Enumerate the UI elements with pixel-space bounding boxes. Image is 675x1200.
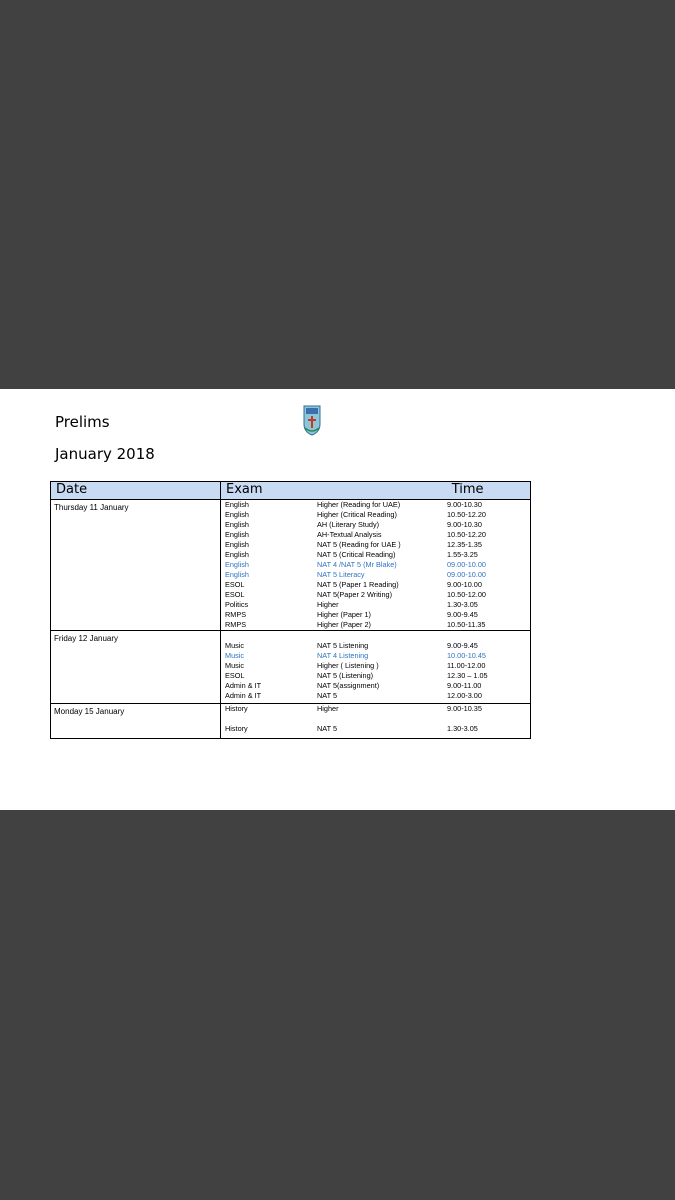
exam-subject: Music — [225, 641, 245, 650]
exam-subject: English — [225, 510, 249, 519]
exam-entry — [221, 724, 530, 734]
exam-entry — [221, 520, 530, 530]
exam-subject: English — [225, 530, 249, 539]
exam-level: NAT 5 — [317, 691, 338, 700]
table-row — [51, 500, 531, 631]
exam-subject: ESOL — [225, 580, 245, 589]
exam-entry — [221, 620, 530, 630]
exam-time: 9.00-10.35 — [447, 704, 482, 713]
exam-subject: RMPS — [225, 610, 247, 619]
exam-time: 9.00-10.00 — [447, 580, 482, 589]
exam-entry — [221, 610, 530, 620]
exam-subject: History — [225, 704, 248, 713]
exam-entry — [221, 580, 530, 590]
exam-entry — [221, 681, 530, 691]
exam-subject: English — [225, 550, 249, 559]
exam-level: NAT 4 Listening — [317, 651, 369, 660]
exam-time: 9.00-10.30 — [447, 520, 482, 529]
exam-subject: English — [225, 500, 249, 509]
exam-level: NAT 5 (Listening) — [317, 671, 374, 680]
exam-subject: Admin & IT — [225, 681, 262, 690]
exam-entry — [221, 671, 530, 681]
exam-time: 10.50-12.20 — [447, 510, 486, 519]
exam-time: 9.00-11.00 — [447, 681, 482, 690]
exam-entry — [221, 651, 530, 661]
exam-level: Higher — [317, 704, 339, 713]
exam-level: Higher ( Listening ) — [317, 661, 379, 670]
exam-level: Higher (Reading for UAE) — [317, 500, 401, 509]
exam-entry — [221, 590, 530, 600]
exam-subject: English — [225, 570, 249, 579]
exam-entry — [221, 560, 530, 570]
exam-time: 9.00-9.45 — [447, 610, 478, 619]
exam-entry — [221, 530, 530, 540]
exam-time: 9.00-9.45 — [447, 641, 478, 650]
exam-cell — [221, 704, 531, 739]
exam-timetable — [50, 481, 531, 739]
exam-level: NAT 5 Listening — [317, 641, 369, 650]
table-row — [51, 704, 531, 739]
exam-level: Higher (Paper 1) — [317, 610, 371, 619]
exam-time: 9.00-10.30 — [447, 500, 482, 509]
exam-level: Higher — [317, 600, 339, 609]
exam-time: 10.50-11.35 — [447, 620, 486, 629]
exam-level: NAT 5 (Paper 1 Reading) — [317, 580, 399, 589]
exam-entry — [221, 500, 530, 510]
date-cell: Friday 12 January — [51, 631, 221, 704]
exam-subject: Admin & IT — [225, 691, 262, 700]
exam-time: 1.55-3.25 — [447, 550, 478, 559]
date-cell: Thursday 11 January — [51, 500, 221, 631]
exam-level: NAT 5 (Critical Reading) — [317, 550, 396, 559]
exam-time: 10.50-12.00 — [447, 590, 486, 599]
exam-subject: RMPS — [225, 620, 247, 629]
exam-level: Higher (Paper 2) — [317, 620, 371, 629]
exam-time: 12.00-3.00 — [447, 691, 482, 700]
exam-time: 10.50-12.20 — [447, 530, 486, 539]
table-row — [51, 631, 531, 704]
exam-level: NAT 4 /NAT 5 (Mr Blake) — [317, 560, 397, 569]
exam-entry — [221, 661, 530, 671]
exam-time: 12.30 – 1.05 — [447, 671, 488, 680]
exam-time: 12.35-1.35 — [447, 540, 482, 549]
page-title: Prelims — [55, 413, 110, 431]
document-page — [0, 389, 675, 810]
exam-subject: Music — [225, 661, 245, 670]
exam-cell — [221, 631, 531, 704]
school-crest-icon — [302, 404, 322, 436]
header-exam-label: Exam — [226, 482, 263, 497]
exam-time: 10.00-10.45 — [447, 651, 486, 660]
exam-time: 09.00-10.00 — [447, 570, 486, 579]
header-date: Date — [51, 482, 221, 500]
row-spacer — [221, 714, 530, 724]
exam-level: NAT 5 Literacy — [317, 570, 365, 579]
exam-level: NAT 5(Paper 2 Writing) — [317, 590, 393, 599]
exam-time: 09.00-10.00 — [447, 560, 486, 569]
exam-entry — [221, 600, 530, 610]
exam-subject: ESOL — [225, 671, 245, 680]
table-header-row — [51, 482, 531, 500]
exam-entry — [221, 570, 530, 580]
exam-cell — [221, 500, 531, 631]
exam-level: NAT 5(assignment) — [317, 681, 380, 690]
exam-entry — [221, 540, 530, 550]
header-exam — [221, 482, 531, 500]
exam-level: AH (Literary Study) — [317, 520, 380, 529]
exam-subject: History — [225, 724, 248, 733]
exam-subject: Music — [225, 651, 245, 660]
exam-time: 1.30-3.05 — [447, 600, 478, 609]
exam-subject: English — [225, 560, 249, 569]
exam-subject: English — [225, 520, 249, 529]
exam-time: 11.00-12.00 — [447, 661, 486, 670]
exam-entry — [221, 550, 530, 560]
exam-entry — [221, 510, 530, 520]
exam-entry — [221, 641, 530, 651]
exam-entry — [221, 691, 530, 701]
date-cell: Monday 15 January — [51, 704, 221, 739]
exam-level: NAT 5 (Reading for UAE ) — [317, 540, 401, 549]
header-time: Time — [451, 482, 484, 497]
page-subtitle: January 2018 — [55, 445, 155, 463]
exam-subject: ESOL — [225, 590, 245, 599]
exam-level: AH-Textual Analysis — [317, 530, 382, 539]
exam-subject: Politics — [225, 600, 249, 609]
exam-subject: English — [225, 540, 249, 549]
exam-level: Higher (Critical Reading) — [317, 510, 397, 519]
exam-level: NAT 5 — [317, 724, 338, 733]
exam-time: 1.30-3.05 — [447, 724, 478, 733]
exam-entry — [221, 704, 530, 714]
